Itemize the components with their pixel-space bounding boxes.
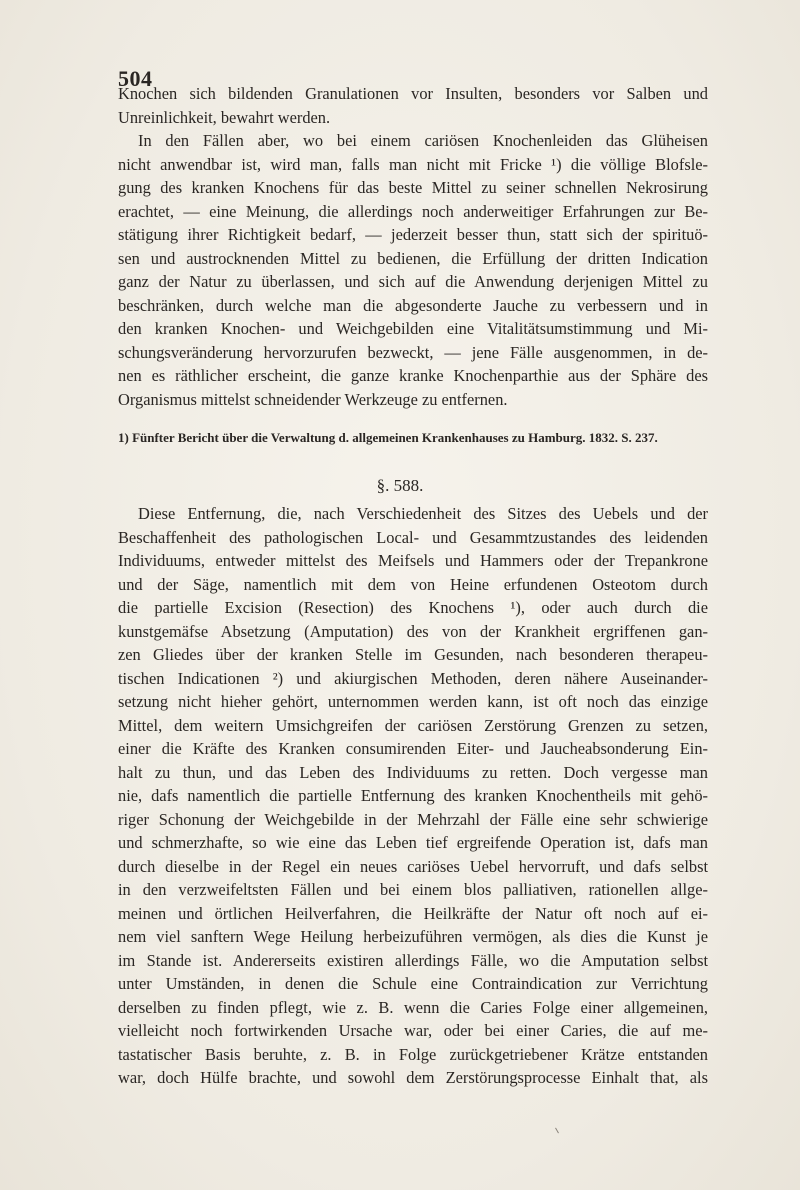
text-line: den kranken Knochen- und Weichgebilden eine Vitalitätsumstimmung und Mi- <box>118 319 708 338</box>
ink-mark <box>555 1128 559 1134</box>
text-line: meinen und örtlichen Heilverfahren, die Heilkräfte der Natur oft noch auf ei- <box>118 903 708 923</box>
text-line: tischen Indicationen ²) und akiurgischen Methoden, deren nähere Auseinander- <box>118 668 708 688</box>
text-line: und der Säge, namentlich mit dem von Heine erfundenen Osteotom durch <box>118 574 708 594</box>
text-line: stätigung ihrer Richtigkeit bedarf, — jederzeit besser thun, statt sich der spirituö- <box>118 225 708 244</box>
text-line: Organismus mittelst schneidender Werkzeuge zu entfernen. <box>118 389 508 409</box>
text-line: Knochen sich bildenden Granulationen vor Insulten, besonders vor Salben und <box>118 84 708 103</box>
text-line: und schmerzhafte, so wie eine das Leben tief ergreifende Operation ist, dafs man <box>118 833 708 852</box>
text-line: riger Schonung der Weichgebilde in der Mehrzahl der Fälle eine sehr schwierige <box>118 809 708 829</box>
text-line: Unreinlichkeit, bewahrt werden. <box>118 107 331 127</box>
text-line: nen es räthlicher erscheint, die ganze kranke Knochenparthie aus der Sphäre des <box>118 366 708 385</box>
text-line: beschränken, durch welche man die abgesonderte Jauche zu verbessern und in <box>118 295 708 315</box>
text-line: Individuums, entweder mittelst des Meifsels und Hammers oder der Trepankrone <box>118 551 708 570</box>
paragraph-block-2 <box>118 502 708 1090</box>
text-line: einer die Kräfte des Kranken consumirenden Eiter- und Jaucheabsonderung Ein- <box>118 739 708 758</box>
section-heading: §. 588. <box>376 476 424 495</box>
text-line: Beschaffenheit des pathologischen Local- und Gesammtzustandes des leidenden <box>118 527 708 547</box>
text-line: erachtet, — eine Meinung, die allerdings noch anderweitiger Erfahrungen zur Be- <box>118 201 708 221</box>
text-line: halt zu thun, und das Leben des Individuums zu retten. Doch vergesse man <box>118 762 708 782</box>
text-line: zen Gliedes über der kranken Stelle im Gesunden, nach besonderen therapeu- <box>118 645 708 664</box>
paragraph-block-1 <box>118 82 708 411</box>
text-line: unter Umständen, in denen die Schule eine Contraindication zur Verrichtung <box>118 974 708 993</box>
text-line: nie, dafs namentlich die partielle Entfernung des kranken Knochentheils mit gehö- <box>118 786 708 805</box>
text-line: war, doch Hülfe brachte, und sowohl dem Zerstörungsprocesse Einhalt that, als <box>118 1068 708 1087</box>
text-line: durch dieselbe in der Regel ein neues cariöses Uebel hervorruft, und dafs selbst <box>118 856 708 876</box>
text-line: die partielle Excision (Resection) des Knochens ¹), oder auch durch die <box>118 598 708 617</box>
text-line: In den Fällen aber, wo bei einem cariösen Knochenleiden das Glüheisen <box>138 131 708 150</box>
text-line: setzung nicht hieher gehört, unternommen werden kann, ist oft noch das einzige <box>118 692 708 711</box>
text-line: vielleicht noch fortwirkenden Ursache war, oder bei einer Caries, die auf me- <box>118 1021 708 1040</box>
text-line: derselben zu finden pflegt, wie z. B. wenn die Caries Folge einer allgemeinen, <box>118 997 708 1017</box>
text-line: tastatischer Basis beruhte, z. B. in Folge zurückgetriebener Krätze entstanden <box>118 1044 708 1064</box>
footnote: 1) Fünfter Bericht über die Verwaltung d. allgemeinen Krankenhauses zu Hamburg. 1832. S. 237. <box>118 430 658 445</box>
page-number: 504 <box>118 66 153 91</box>
text-line: schungsveränderung hervorzurufen bezweckt, — jene Fälle ausgenommen, in de- <box>118 342 708 362</box>
text-line: im Stande ist. Andererseits existiren allerdings Fälle, wo die Amputation selbst <box>118 950 708 970</box>
text-line: Diese Entfernung, die, nach Verschiedenheit des Sitzes des Uebels und der <box>138 504 708 523</box>
text-line: nicht anwendbar ist, wird man, falls man nicht mit Fricke ¹) die völlige Blofsle- <box>118 154 708 174</box>
text-line: kunstgemäfse Absetzung (Amputation) des von der Krankheit ergriffenen gan- <box>118 621 708 641</box>
text-line: in den verzweifeltsten Fällen und bei einem blos palliativen, rationellen allge- <box>118 880 708 899</box>
text-line: sen und austrocknenden Mittel zu bedienen, die Erfüllung der dritten Indication <box>118 248 708 268</box>
text-line: nem viel sanftern Wege Heilung herbeizuführen vermögen, als dies die Kunst je <box>118 927 708 946</box>
text-line: ganz der Natur zu überlassen, und sich auf die Anwendung derjenigen Mittel zu <box>118 272 708 291</box>
text-line: Mittel, dem weitern Umsichgreifen der cariösen Zerstörung Grenzen zu setzen, <box>118 715 708 735</box>
text-line: gung des kranken Knochens für das beste Mittel zu seiner schnellen Nekrosirung <box>118 178 708 197</box>
